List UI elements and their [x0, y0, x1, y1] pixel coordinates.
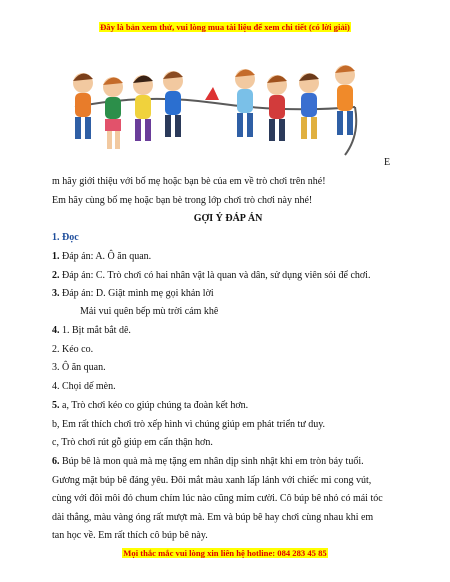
- top-banner-text: Đây là bản xem thử, vui lòng mua tài liệu để xem chi tiết (có lời giải): [100, 22, 350, 32]
- intro-line-2: Em hãy cùng bố mẹ hoặc bạn bè trong lớp chơi trò chơi này nhé!: [52, 195, 313, 206]
- answer-5c: c, Trò chơi rút gỗ giúp em cẩn thận hơn.: [52, 437, 213, 448]
- answer-item-1: 1. Đáp án: A. Ô ăn quan.: [52, 251, 152, 262]
- answer-item-6: 6. Búp bê là mon quà mà mẹ tặng em nhân dịp sinh nhật khi em tròn bảy tuổi.: [52, 456, 364, 467]
- paragraph-line-3: cùng với đôi môi đỏ chum chím lúc nào cũng mỉm cười. Cô búp bê nhỏ có mái tóc: [52, 493, 383, 504]
- answer-item-5: 5. a, Trò chơi kéo co giúp chúng ta đoàn kết hơn.: [52, 400, 249, 411]
- top-banner: [0, 22, 450, 32]
- poem-line: Mải vui quên bếp mù trời cám khê: [80, 306, 219, 317]
- bottom-banner: [0, 548, 450, 558]
- answer-item-2: 2. Đáp án: C. Trò chơi có hai nhân vật là quan và dân, sử dụng viên sỏi để chơi.: [52, 270, 371, 281]
- answer-item-3: 3. Đáp án: D. Giật mình mẹ gọi khản lời: [52, 288, 214, 299]
- answer-heading: GỢI Ý ĐÁP ÁN: [193, 213, 263, 224]
- hotline-text: Mọi thắc mắc vui lòng xin liên hệ hotline: 084 283 45 85: [123, 548, 327, 558]
- tug-of-war-illustration: [55, 45, 375, 160]
- game-item-4: 4. Chọi dế mèn.: [52, 381, 116, 392]
- intro-line-1: m hãy giới thiệu với bố mẹ hoặc bạn bè của em về trò chơi trên nhé!: [52, 176, 326, 187]
- answer-5b: b, Em rất thích chơi trò xếp hình vì chúng giúp em phát triển tư duy.: [52, 419, 326, 430]
- answer-item-4: 4. 1. Bịt mắt bắt dê.: [52, 325, 131, 336]
- paragraph-line-2: Gương mặt búp bê đáng yêu. Đôi mắt màu xanh lấp lánh với chiếc mi cong vút,: [52, 475, 372, 486]
- paragraph-line-4: dài thẳng, màu vàng óng rất mượt mà. Em và búp bê hay chơi cùng nhau khi em: [52, 512, 374, 523]
- game-item-3: 3. Ô ăn quan.: [52, 362, 106, 373]
- stray-letter: E: [384, 157, 391, 168]
- paragraph-line-5: tan học về. Em rất thích cô búp bê này.: [52, 530, 208, 541]
- game-item-2: 2. Kéo co.: [52, 344, 94, 355]
- section-read-heading: 1. Đọc: [52, 232, 79, 243]
